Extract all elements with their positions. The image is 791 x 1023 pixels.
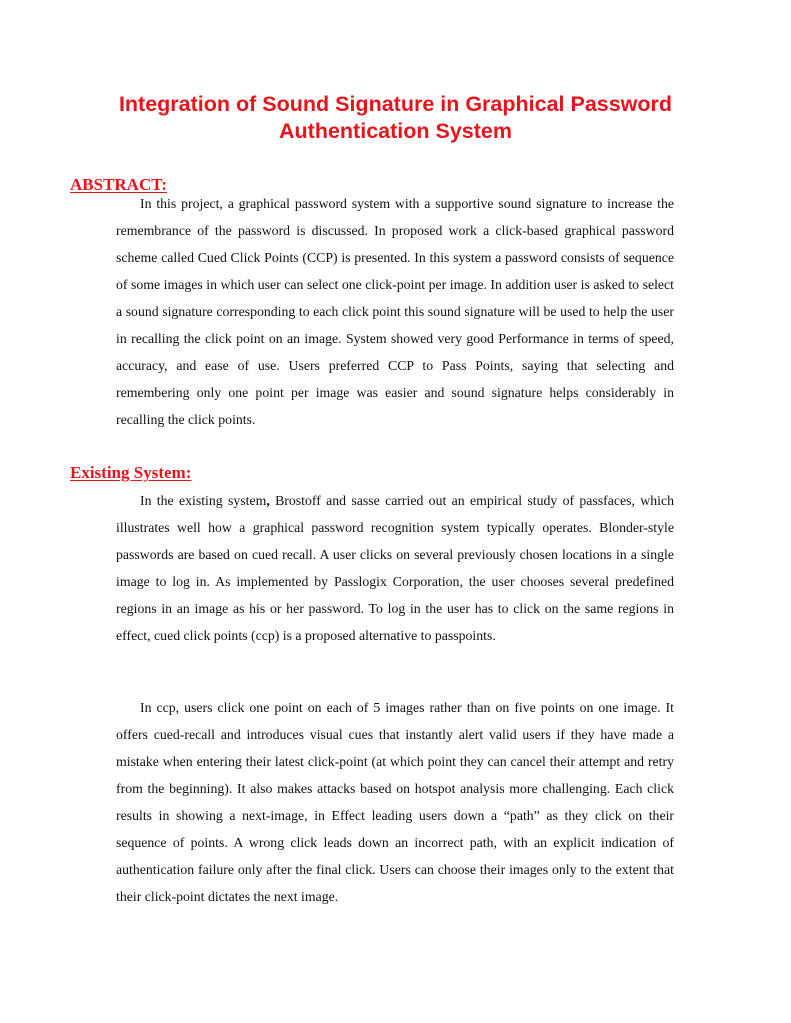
existing-system-paragraph-2: In ccp, users click one point on each of 5 images rather than on five points on one image. It offers cued-recall and introduces visual cues that instantly alert valid users if they have made a mistake when entering their latest click-point (at which point they can cancel their attempt and retry from the beginning). It also makes attacks based on hotspot analysis more challenging. Each click results in showing a next-image, in Effect leading users down a “path” as they click on their sequence of points. A wrong click leads down an incorrect path, with an explicit indication of authentication failure only after the final click. Users can choose their images only to the extent that their click-point dictates the next image. [116,700,674,904]
paragraph-1-bold-comma: , [266,493,270,508]
abstract-heading: ABSTRACT: [70,175,167,194]
paragraph-1-lead: In the existing system [140,493,267,508]
existing-system-heading: Existing System: [70,463,192,482]
document-title: Integration of Sound Signature in Graphical Password Authentication System [118,92,673,143]
existing-system-paragraph-1 [116,487,674,649]
abstract-paragraph: In this project, a graphical password system with a supportive sound signature to increase the remembrance of the password is discussed. In proposed work a click-based graphical password scheme called Cued Click Points (CCP) is presented. In this system a password consists of sequence of some images in which user can select one click-point per image. In addition user is asked to select a sound signature corresponding to each click point this sound signature will be used to help the user in recalling the click point on an image. System showed very good Performance in terms of speed, accuracy, and ease of use. Users preferred CCP to Pass Points, saying that selecting and remembering only one point per image was easier and sound signature helps considerably in recalling the click points. [116,196,674,427]
paragraph-1-rest: Brostoff and sasse carried out an empirical study of passfaces, which illustrates well how a graphical password recognition system typically operates. Blonder-style passwords are based on cued recall. A user clicks on several previously chosen locations in a single image to log in. As implemented by Passlogix Corporation, the user chooses several predefined regions in an image as his or her password. To log in the user has to click on the same regions in effect, cued click points (ccp) is a proposed alternative to passpoints. [116,493,674,643]
